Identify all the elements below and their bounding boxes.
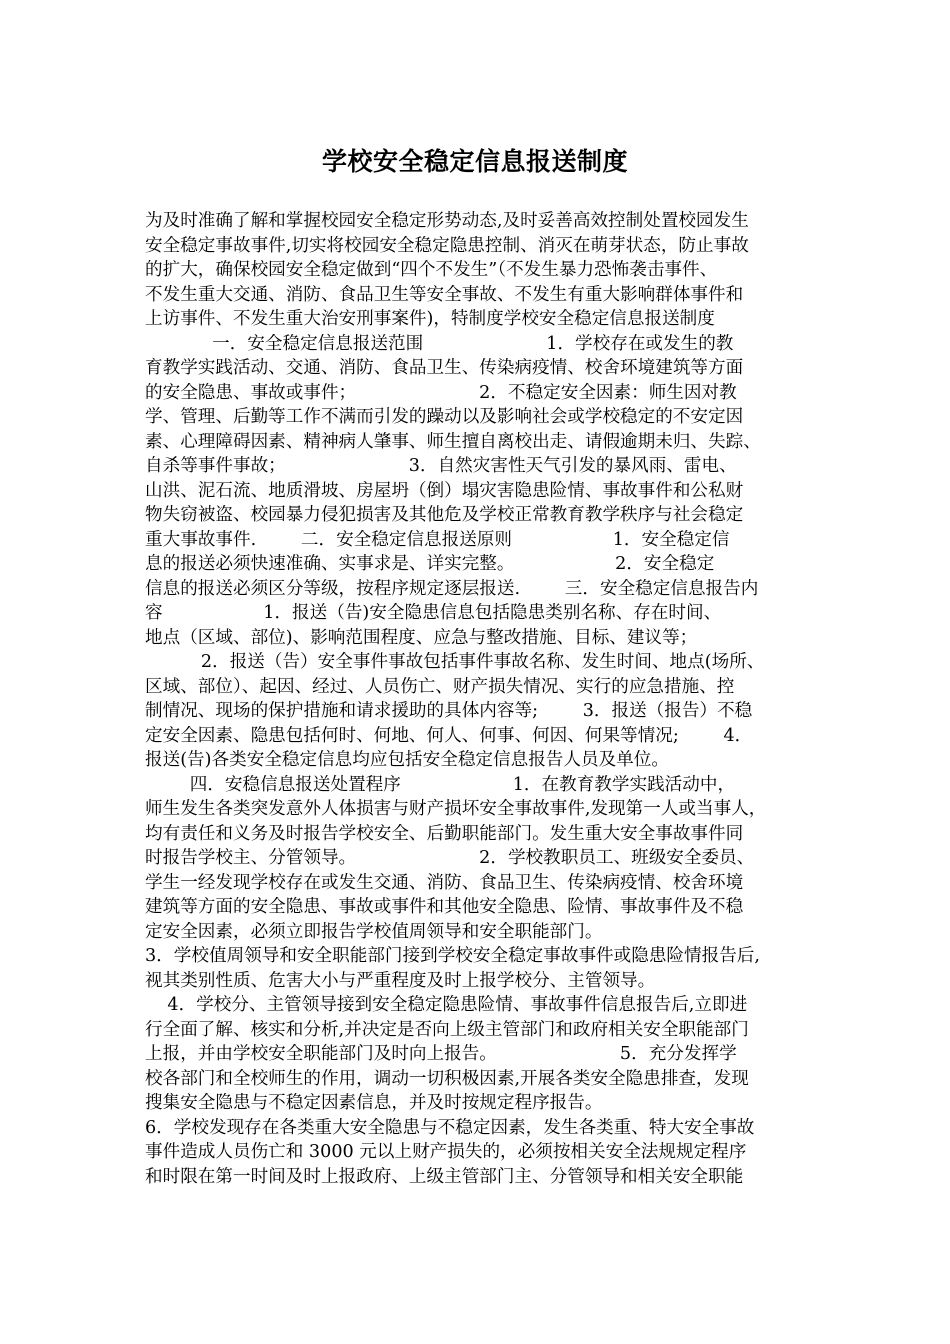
body-line: 学生一经发现学校存在或发生交通、消防、食品卫生、传染病疫情、校舍环境 [145,872,744,893]
document-title: 学校安全稳定信息报送制度 [321,147,628,176]
body-line: 2．报送（告）安全事件事故包括事件事故名称、发生时间、地点(场所、 [145,652,765,672]
body-line: 的安全隐患、事故或事件； 2．不稳定安全因素：师生因对教 [145,382,737,403]
body-line: 四．安稳信息报送处置程序 1．在教育教学实践活动中， [145,774,736,795]
body-line: 上访事件、不发生重大治安刑事案件)，特制度学校安全稳定信息报送制度 [145,309,715,329]
body-line: 定安全因素、隐患包括何时、何地、何人、何事、何因、何果等情况; 4． [145,725,753,746]
body-line: 安全稳定事故事件,切实将校园安全稳定隐患控制、消灭在萌芽状态，防止事故 [145,235,749,256]
body-line: 为及时准确了解和掌握校园安全稳定形势动态,及时妥善高效控制处置校园发生 [145,211,749,231]
body-line: 事件造成人员伤亡和 3000 元以上财产损失的，必须按相关安全法规规定程序 [145,1142,747,1162]
body-line: 师生发生各类突发意外人体损害与财产损坏安全事故事件,发现第一人或当事人， [145,799,767,819]
body-line: 容 1．报送（告)安全隐患信息包括隐患类别名称、存在时间、 [145,603,722,623]
body-line: 区域、部位）、起因、经过、人员伤亡、财产损失情况、实行的应急措施、控 [145,676,735,697]
body-line: 3．学校值周领导和安全职能部门接到学校安全稳定事故事件或隐患险情报告后, [145,946,760,966]
body-line: 搜集安全隐患与不稳定因素信息，并及时按规定程序报告。 [145,1093,603,1113]
body-line: 制情况、现场的保护措施和请求援助的具体内容等; 3．报送（报告）不稳 [145,701,753,721]
body-line: 信息的报送必须区分等级，按程序规定逐层报送. 三．安全稳定信息报告内 [145,578,759,599]
body-line: 上报，并由学校安全职能部门及时向上报告。 5．充分发挥学 [145,1044,737,1064]
body-line: 的扩大，确保校园安全稳定做到“四个不发生”（不发生暴力恐怖袭击事件、 [145,260,718,280]
body-line: 视其类别性质、危害大小与严重程度及时上报学校分、主管领导。 [145,970,656,991]
body-line: 物失窃被盗、校园暴力侵犯损害及其他危及学校正常教育教学秩序与社会稳定 [145,505,744,525]
body-line: 建筑等方面的安全隐患、事故或事件和其他安全隐患、险情、事故事件及不稳 [145,897,744,917]
body-line: 不发生重大交通、消防、食品卫生等安全事故、不发生有重大影响群体事件和 [145,284,744,305]
body-line: 定安全因素，必须立即报告学校值周领导和安全职能部门。 [145,921,603,942]
body-line: 山洪、泥石流、地质滑坡、房屋坍（倒）塌灾害隐患险情、事故事件和公私财 [145,480,744,501]
body-line: 和时限在第一时间及时上报政府、上级主管部门主、分管领导和相关安全职能 [145,1166,744,1187]
body-line: 学、管理、后勤等工作不满而引发的躁动以及影响社会或学校稳定的不安定因 [145,407,744,427]
body-line: 一．安全稳定信息报送范围 1．学校存在或发生的教 [145,333,734,354]
body-line: 行全面了解、核实和分析,并决定是否向上级主管部门和政府相关安全职能部门 [145,1019,749,1040]
body-line: 报送(告)各类安全稳定信息均应包括安全稳定信息报告人员及单位。 [145,750,669,770]
document-body [145,209,813,1189]
body-line: 校各部门和全校师生的作用，调动一切积极因素,开展各类安全隐患排查，发现 [145,1068,749,1089]
body-line: 地点（区域、部位)、影响范围程度、应急与整改措施、目标、建议等； [145,627,698,648]
body-line: 4．学校分、主管领导接到安全稳定隐患险情、事故事件信息报告后,立即进 [145,995,748,1015]
body-line: 重大事故事件. 二．安全稳定信息报送原则 1．安全稳定信 [145,529,730,550]
body-line: 均有责任和义务及时报告学校安全、后勤职能部门。发生重大安全事故事件同 [145,823,744,844]
body-line: 时报告学校主、分管领导。 2．学校教职员工、班级安全委员、 [145,848,755,868]
body-line: 息的报送必须快速准确、实事求是、详实完整。 2．安全稳定 [145,554,715,574]
body-line: 育教学实践活动、交通、消防、食品卫生、传染病疫情、校舍环境建筑等方面 [145,358,744,378]
body-line: 素、心理障碍因素、精神病人肇事、师生擅自离校出走、请假逾期未归、失踪、 [145,431,761,452]
body-line: 6．学校发现存在各类重大安全隐患与不稳定因素，发生各类重、特大安全事故 [145,1117,755,1138]
body-line: 自杀等事件事故； 3．自然灾害性天气引发的暴风雨、雷电、 [145,456,737,476]
